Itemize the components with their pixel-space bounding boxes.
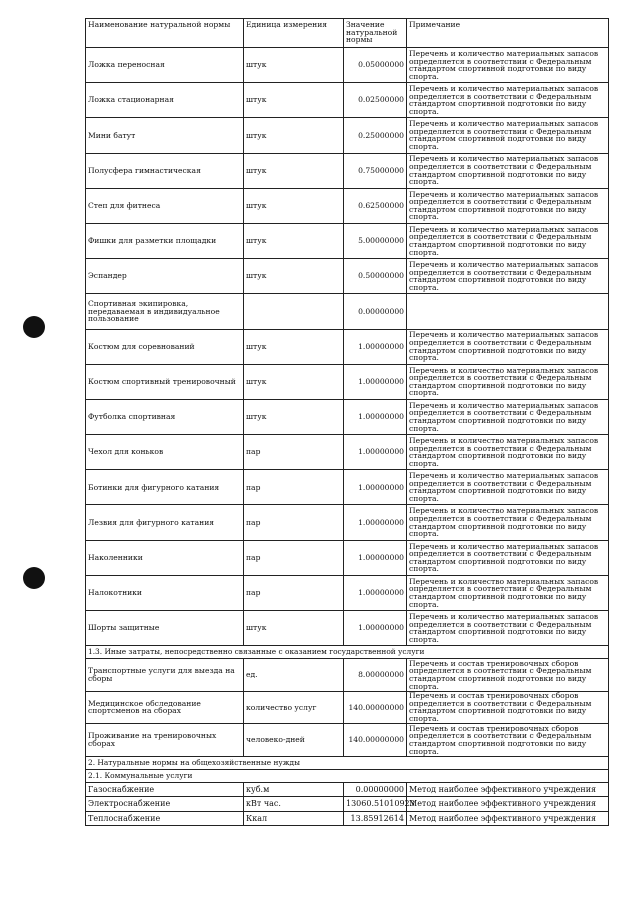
row-value: 13.85912614 [344,811,407,826]
row-unit: штук [244,48,344,83]
row-note: Перечень и количество материальных запасов определяется в соответствии с Федеральным стандартом спортивной подготовки по виду спорта. [407,329,609,364]
row-unit [244,294,344,329]
section-row [86,646,609,659]
row-note [407,294,609,329]
row-name: Налокотники [86,575,244,610]
row-name: Ложка переносная [86,48,244,83]
row-value: 1.00000000 [344,575,407,610]
row-note: Перечень и количество материальных запасов определяется в соответствии с Федеральным стандартом спортивной подготовки по виду спорта. [407,470,609,505]
table-row [86,294,609,329]
table-row [86,329,609,364]
row-name: Ботинки для фигурного катания [86,470,244,505]
row-value: 13060.51010923 [344,797,407,812]
row-unit: штук [244,399,344,434]
section-1-3-title: 1.3. Иные затраты, непосредственно связанные с оказанием государственной услуги [86,646,609,659]
table-row [86,724,609,757]
row-value: 0.02500000 [344,83,407,118]
row-note: Перечень и количество материальных запасов определяется в соответствии с Федеральным стандартом спортивной подготовки по виду спорта. [407,48,609,83]
row-name: Проживание на тренировочных сборах [86,724,244,757]
table-row [86,540,609,575]
row-unit: куб.м [244,782,344,797]
table-row [86,659,609,692]
row-value: 0.62500000 [344,188,407,223]
row-note: Перечень и количество материальных запасов определяется в соответствии с Федеральным стандартом спортивной подготовки по виду спорта. [407,83,609,118]
row-unit: штук [244,153,344,188]
row-name: Шорты защитные [86,611,244,646]
row-unit: количество услуг [244,691,344,724]
natural-norms-table [85,18,609,826]
table-row [86,782,609,797]
row-unit: кВт час. [244,797,344,812]
table-row [86,223,609,258]
row-value: 8.00000000 [344,659,407,692]
row-name: Фишки для разметки площадки [86,223,244,258]
row-name: Степ для фитнеса [86,188,244,223]
row-name: Лезвия для фигурного катания [86,505,244,540]
row-value: 1.00000000 [344,505,407,540]
row-name: Электроснабжение [86,797,244,812]
column-header-unit: Единица измерения [244,19,344,48]
row-value: 0.00000000 [344,294,407,329]
row-unit: пар [244,470,344,505]
row-note: Перечень и количество материальных запасов определяется в соответствии с Федеральным стандартом спортивной подготовки по виду спорта. [407,153,609,188]
row-value: 0.75000000 [344,153,407,188]
row-name: Теплоснабжение [86,811,244,826]
row-note: Метод наиболее эффективного учреждения [407,811,609,826]
row-name: Ложка стационарная [86,83,244,118]
row-value: 0.25000000 [344,118,407,153]
row-name: Газоснабжение [86,782,244,797]
table-row [86,811,609,826]
row-name: Полусфера гимнастическая [86,153,244,188]
row-value: 140.00000000 [344,724,407,757]
row-unit: штук [244,611,344,646]
table-row [86,470,609,505]
row-note: Перечень и количество материальных запасов определяется в соответствии с Федеральным стандартом спортивной подготовки по виду спорта. [407,364,609,399]
section-2-1-title: 2.1. Коммунальные услуги [86,769,609,782]
row-note: Метод наиболее эффективного учреждения [407,782,609,797]
row-unit: человеко-дней [244,724,344,757]
row-note: Перечень и количество материальных запасов определяется в соответствии с Федеральным стандартом спортивной подготовки по виду спорта. [407,259,609,294]
row-note: Перечень и состав тренировочных сборов определяется в соответствии с Федеральным стандартом спортивной подготовки по виду спорта. [407,659,609,692]
table-row [86,153,609,188]
section-row [86,756,609,769]
row-unit: пар [244,435,344,470]
row-note: Перечень и количество материальных запасов определяется в соответствии с Федеральным стандартом спортивной подготовки по виду спорта. [407,540,609,575]
row-value: 1.00000000 [344,540,407,575]
row-name: Транспортные услуги для выезда на сборы [86,659,244,692]
row-note: Перечень и количество материальных запасов определяется в соответствии с Федеральным стандартом спортивной подготовки по виду спорта. [407,188,609,223]
row-unit: штук [244,83,344,118]
table-row [86,575,609,610]
column-header-note: Примечание [407,19,609,48]
row-unit: штук [244,223,344,258]
row-unit: пар [244,575,344,610]
row-note: Перечень и состав тренировочных сборов определяется в соответствии с Федеральным стандартом спортивной подготовки по виду спорта. [407,691,609,724]
row-note: Перечень и количество материальных запасов определяется в соответствии с Федеральным стандартом спортивной подготовки по виду спорта. [407,611,609,646]
row-name: Футболка спортивная [86,399,244,434]
table-row [86,611,609,646]
row-name: Чехол для коньков [86,435,244,470]
section-row [86,769,609,782]
table-header-row [86,19,609,48]
row-note: Метод наиболее эффективного учреждения [407,797,609,812]
row-unit: штук [244,259,344,294]
row-note: Перечень и количество материальных запасов определяется в соответствии с Федеральным стандартом спортивной подготовки по виду спорта. [407,118,609,153]
row-unit: штук [244,118,344,153]
row-value: 0.05000000 [344,48,407,83]
row-value: 0.50000000 [344,259,407,294]
row-note: Перечень и количество материальных запасов определяется в соответствии с Федеральным стандартом спортивной подготовки по виду спорта. [407,399,609,434]
row-value: 0.00000000 [344,782,407,797]
table-row [86,435,609,470]
row-unit: пар [244,540,344,575]
row-note: Перечень и количество материальных запасов определяется в соответствии с Федеральным стандартом спортивной подготовки по виду спорта. [407,505,609,540]
row-value: 140.00000000 [344,691,407,724]
table-row [86,691,609,724]
row-unit: штук [244,329,344,364]
column-header-value: Значение натуральной нормы [344,19,407,48]
row-name: Костюм спортивный тренировочный [86,364,244,399]
row-unit: штук [244,364,344,399]
row-unit: пар [244,505,344,540]
row-name: Эспандер [86,259,244,294]
row-value: 1.00000000 [344,470,407,505]
table-row [86,364,609,399]
column-header-name: Наименование натуральной нормы [86,19,244,48]
punch-hole [23,316,45,338]
row-note: Перечень и состав тренировочных сборов определяется в соответствии с Федеральным стандартом спортивной подготовки по виду спорта. [407,724,609,757]
row-value: 1.00000000 [344,435,407,470]
row-value: 5.00000000 [344,223,407,258]
table-row [86,797,609,812]
table-row [86,188,609,223]
row-value: 1.00000000 [344,611,407,646]
row-unit: ед. [244,659,344,692]
row-name: Спортивная экипировка, передаваемая в индивидуальное пользование [86,294,244,329]
table-row [86,259,609,294]
row-name: Мини батут [86,118,244,153]
punch-hole [23,567,45,589]
row-name: Медицинское обследование спортсменов на сборах [86,691,244,724]
row-note: Перечень и количество материальных запасов определяется в соответствии с Федеральным стандартом спортивной подготовки по виду спорта. [407,223,609,258]
table-row [86,505,609,540]
table-row [86,118,609,153]
row-name: Костюм для соревнований [86,329,244,364]
row-value: 1.00000000 [344,329,407,364]
row-unit: Ккал [244,811,344,826]
row-unit: штук [244,188,344,223]
row-note: Перечень и количество материальных запасов определяется в соответствии с Федеральным стандартом спортивной подготовки по виду спорта. [407,435,609,470]
row-note: Перечень и количество материальных запасов определяется в соответствии с Федеральным стандартом спортивной подготовки по виду спорта. [407,575,609,610]
row-value: 1.00000000 [344,364,407,399]
table-row [86,399,609,434]
table-row [86,48,609,83]
section-2-title: 2. Натуральные нормы на общехозяйственные нужды [86,756,609,769]
row-name: Наколенники [86,540,244,575]
row-value: 1.00000000 [344,399,407,434]
table-row [86,83,609,118]
